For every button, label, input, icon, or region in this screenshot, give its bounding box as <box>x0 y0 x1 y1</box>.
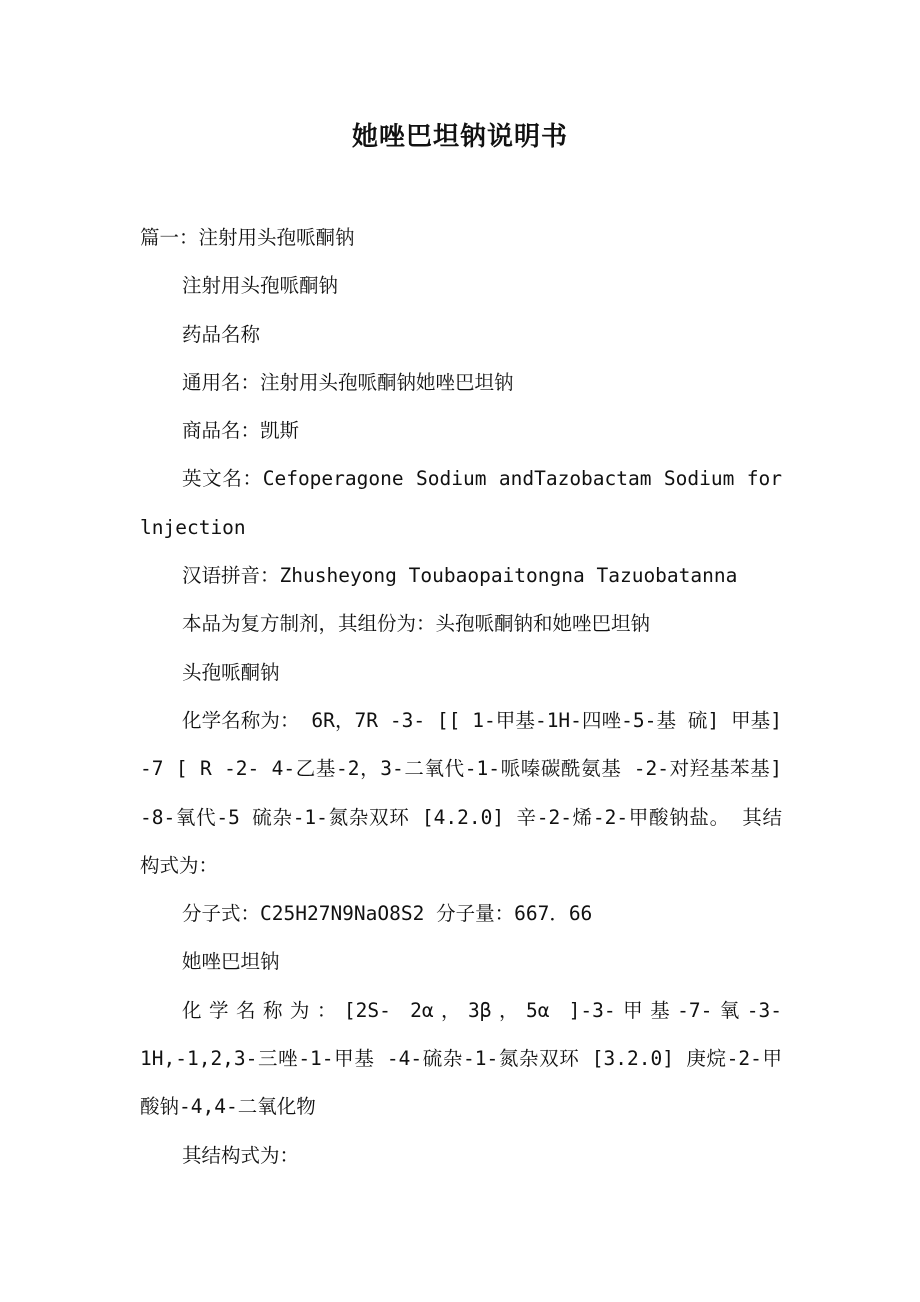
pinyin-name: 汉语拼音：Zhusheyong Toubaopaitongna Tazuobatanna <box>182 564 738 588</box>
cefoperazone-formula: 分子式：C25H27N9NaO8S2 分子量：667．66 <box>182 902 593 926</box>
section-heading: 篇一：注射用头孢哌酮钠 <box>140 226 355 249</box>
generic-name: 通用名：注射用头孢哌酮钠她唑巴坦钠 <box>182 370 514 394</box>
composition: 本品为复方制剂，其组份为：头孢哌酮钠和她唑巴坦钠 <box>182 612 651 636</box>
document-body <box>140 214 782 1180</box>
structure-label: 其结构式为： <box>182 1143 300 1167</box>
drug-name-heading: 注射用头孢哌酮钠 <box>182 274 339 298</box>
tazobactam-heading: 她唑巴坦钠 <box>182 950 280 974</box>
trade-name: 商品名：凯斯 <box>182 419 300 443</box>
document-title: 她唑巴坦钠说明书 <box>351 122 568 152</box>
english-name: 英文名：Cefoperagone Sodium andTazobactam Sodium for lnjection <box>140 467 782 539</box>
tazobactam-chemical-name: 化学名称为：[2S- 2α，3β，5α ]-3-甲基-7-氧-3- 1H,-1,2,3-三唑-1-甲基 -4-硫杂-1-氮杂双环 [3.2.0] 庚烷-2-甲酸钠-4,4-二氧化物 <box>140 998 782 1119</box>
drug-name-label: 药品名称 <box>182 322 261 346</box>
cefoperazone-heading: 头孢哌酮钠 <box>182 660 280 684</box>
cefoperazone-chemical-name: 化学名称为： 6R，7R -3- [[ 1-甲基-1H-四唑-5-基 硫] 甲基] -7 [ R -2- 4-乙基-2，3-二氧代-1-哌嗪碳酰氨基 -2-对羟基苯基] -8-氧代-5 硫杂-1-氮杂双环 [4.2.0] 辛-2-烯-2-甲酸钠盐。 其结构式为： <box>140 708 783 877</box>
